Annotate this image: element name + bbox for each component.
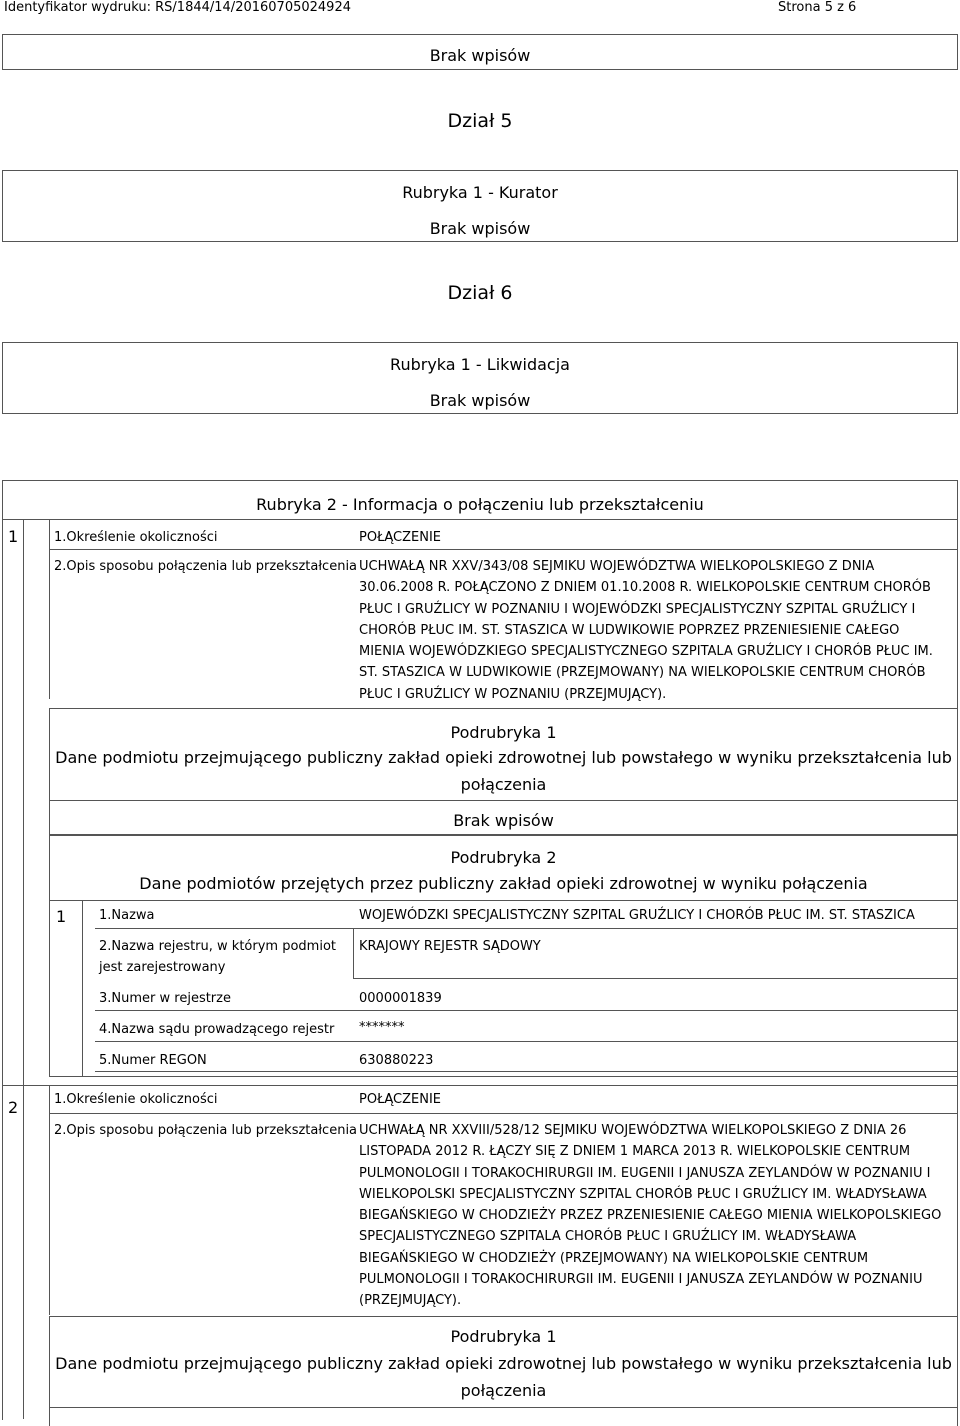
regon-label: 5.Numer REGON — [99, 1053, 207, 1068]
regon-value: 630880223 — [359, 1053, 434, 1068]
divider — [2, 519, 958, 520]
dzial6-title: Dział 6 — [447, 282, 513, 304]
entry-label-opis: 2.Opis sposobu połączenia lub przekształcenia — [54, 559, 358, 574]
print-identifier: Identyfikator wydruku: RS/1844/14/20160705024924 — [4, 0, 351, 15]
entry-label-okolicznosci: 1.Określenie okoliczności — [54, 1092, 218, 1107]
divider — [49, 549, 958, 550]
entry-opis-text: UCHWAŁĄ NR XXVIII/528/12 SEJMIKU WOJEWÓDZTWA WIELKOPOLSKIEGO Z DNIA 26 LISTOPADA 2012 R. ŁĄCZY SIĘ Z DNIEM 1 MARCA 2013 R. WIELKOPOLSKIE CENTRUM PULMONOLOGII I TORAKOCHIRURGII IM. EUGENII I JANUSZA ZEYLANDÓW W POZNANIU I WIELKOPOLSKI SPECJALISTYCZNY SZPITAL CHORÓB PŁUC I GRUŹLICY IM. WŁADYSŁAWA BIEGAŃSKIEGO W CHODZIEŻY PRZEZ PRZENIESIENIE CAŁEGO MIENIA WIELKOPOLSKIEGO SPECJALISTYCZNEGO SZPITALA CHORÓB PŁUC I GRUŹLICY IM. WŁADYSŁAWA BIEGAŃSKIEGO W CHODZIEŻY (PRZEJMOWANY) NA WIELKOPOLSKIE CENTRUM PULMONOLOGII I TORAKOCHIRURGII IM. EUGENII I JANUSZA ZEYLANDÓW W POZNANIU (PRZEJMUJĄCY). — [359, 1123, 942, 1309]
podmiot-number: 1 — [56, 907, 67, 926]
numer-value: 0000001839 — [359, 991, 442, 1006]
nazwa-label: 1.Nazwa — [99, 908, 155, 923]
entry-value-okolicznosci: POŁĄCZENIE — [359, 1092, 442, 1107]
divider — [49, 1085, 50, 1315]
entry-label-okolicznosci: 1.Określenie okoliczności — [54, 530, 218, 545]
podrubryka2-desc: Dane podmiotów przejętych przez publiczny zakład opieki zdrowotnej w wyniku połączenia — [139, 874, 868, 893]
rejestr-value: KRAJOWY REJESTR SĄDOWY — [359, 939, 541, 954]
podrubryka1-title: Podrubryka 1 — [450, 1327, 557, 1346]
divider — [2, 1085, 958, 1086]
entry-number: 1 — [8, 527, 19, 546]
podrubryka2-title: Podrubryka 2 — [450, 848, 557, 867]
page-number: Strona 5 z 6 — [778, 0, 857, 15]
podrubryka1-desc: połączenia — [460, 1381, 547, 1400]
rejestr-label: 2.Nazwa rejestru, w którym podmiot — [99, 939, 336, 954]
rubryka2-title: Rubryka 2 - Informacja o połączeniu lub przekształceniu — [256, 495, 704, 514]
rejestr-label: jest zarejestrowany — [99, 960, 226, 975]
divider — [95, 1041, 958, 1042]
podrubryka1-desc: Dane podmiotu przejmującego publiczny zakład opieki zdrowotnej lub powstałego w wyniku przekształcenia lub — [55, 748, 952, 767]
podrubryka1-empty: Brak wpisów — [453, 811, 554, 830]
entry-opis-text: UCHWAŁĄ NR XXV/343/08 SEJMIKU WOJEWÓDZTWA WIELKOPOLSKIEGO Z DNIA 30.06.2008 R. POŁĄCZONO Z DNIEM 01.10.2008 R. WIELKOPOLSKIE CENTRUM CHORÓB PŁUC I GRUŹLICY W POZNANIU I WOJEWÓDZKI SPECJALISTYCZNY SZPITAL GRUŹLICY I CHORÓB PŁUC IM. ST. STASZICA W LUDWIKOWIE POPRZEZ PRZENIESIENIE CAŁEGO MIENIA WOJEWÓDZKIEGO SPECJALISTYCZNEGO SZPITALA GRUŹLICY I CHORÓB PŁUC IM. ST. STASZICA W LUDWIKOWIE (PRZEJMOWANY) NA WIELKOPOLSKIE CENTRUM CHORÓB PŁUC I GRUŹLICY W POZNANIU (PRZEJMUJĄCY). — [359, 559, 933, 702]
entry-number: 2 — [8, 1098, 19, 1117]
divider — [49, 519, 50, 699]
numer-label: 3.Numer w rejestrze — [99, 991, 231, 1006]
nazwa-value: WOJEWÓDZKI SPECJALISTYCZNY SZPITAL GRUŹLICY I CHORÓB PŁUC IM. ST. STASZICA — [359, 908, 915, 923]
divider — [23, 519, 24, 1419]
divider — [49, 900, 958, 901]
divider — [49, 800, 958, 801]
entry-label-opis: 2.Opis sposobu połączenia lub przekształcenia — [54, 1123, 358, 1138]
sad-value: ******* — [359, 1020, 405, 1035]
dzial6-rubryka1-title: Rubryka 1 - Likwidacja — [390, 355, 570, 374]
dzial5-rubryka1-title: Rubryka 1 - Kurator — [402, 183, 558, 202]
divider — [82, 900, 83, 1077]
podrubryka1-title: Podrubryka 1 — [450, 723, 557, 742]
entry-value-okolicznosci: POŁĄCZENIE — [359, 530, 442, 545]
sad-label: 4.Nazwa sądu prowadzącego rejestr — [99, 1022, 335, 1037]
divider — [49, 1407, 958, 1408]
podrubryka1-desc: połączenia — [460, 775, 547, 794]
dzial5-title: Dział 5 — [447, 110, 513, 132]
dzial6-rubryka1-empty: Brak wpisów — [429, 391, 531, 410]
dzial5-rubryka1-empty: Brak wpisów — [429, 219, 531, 238]
section-empty-text: Brak wpisów — [429, 46, 531, 65]
podrubryka1-desc: Dane podmiotu przejmującego publiczny zakład opieki zdrowotnej lub powstałego w wyniku przekształcenia lub — [55, 1354, 952, 1373]
divider — [95, 1071, 958, 1072]
divider — [49, 1113, 958, 1114]
divider — [95, 1010, 958, 1011]
